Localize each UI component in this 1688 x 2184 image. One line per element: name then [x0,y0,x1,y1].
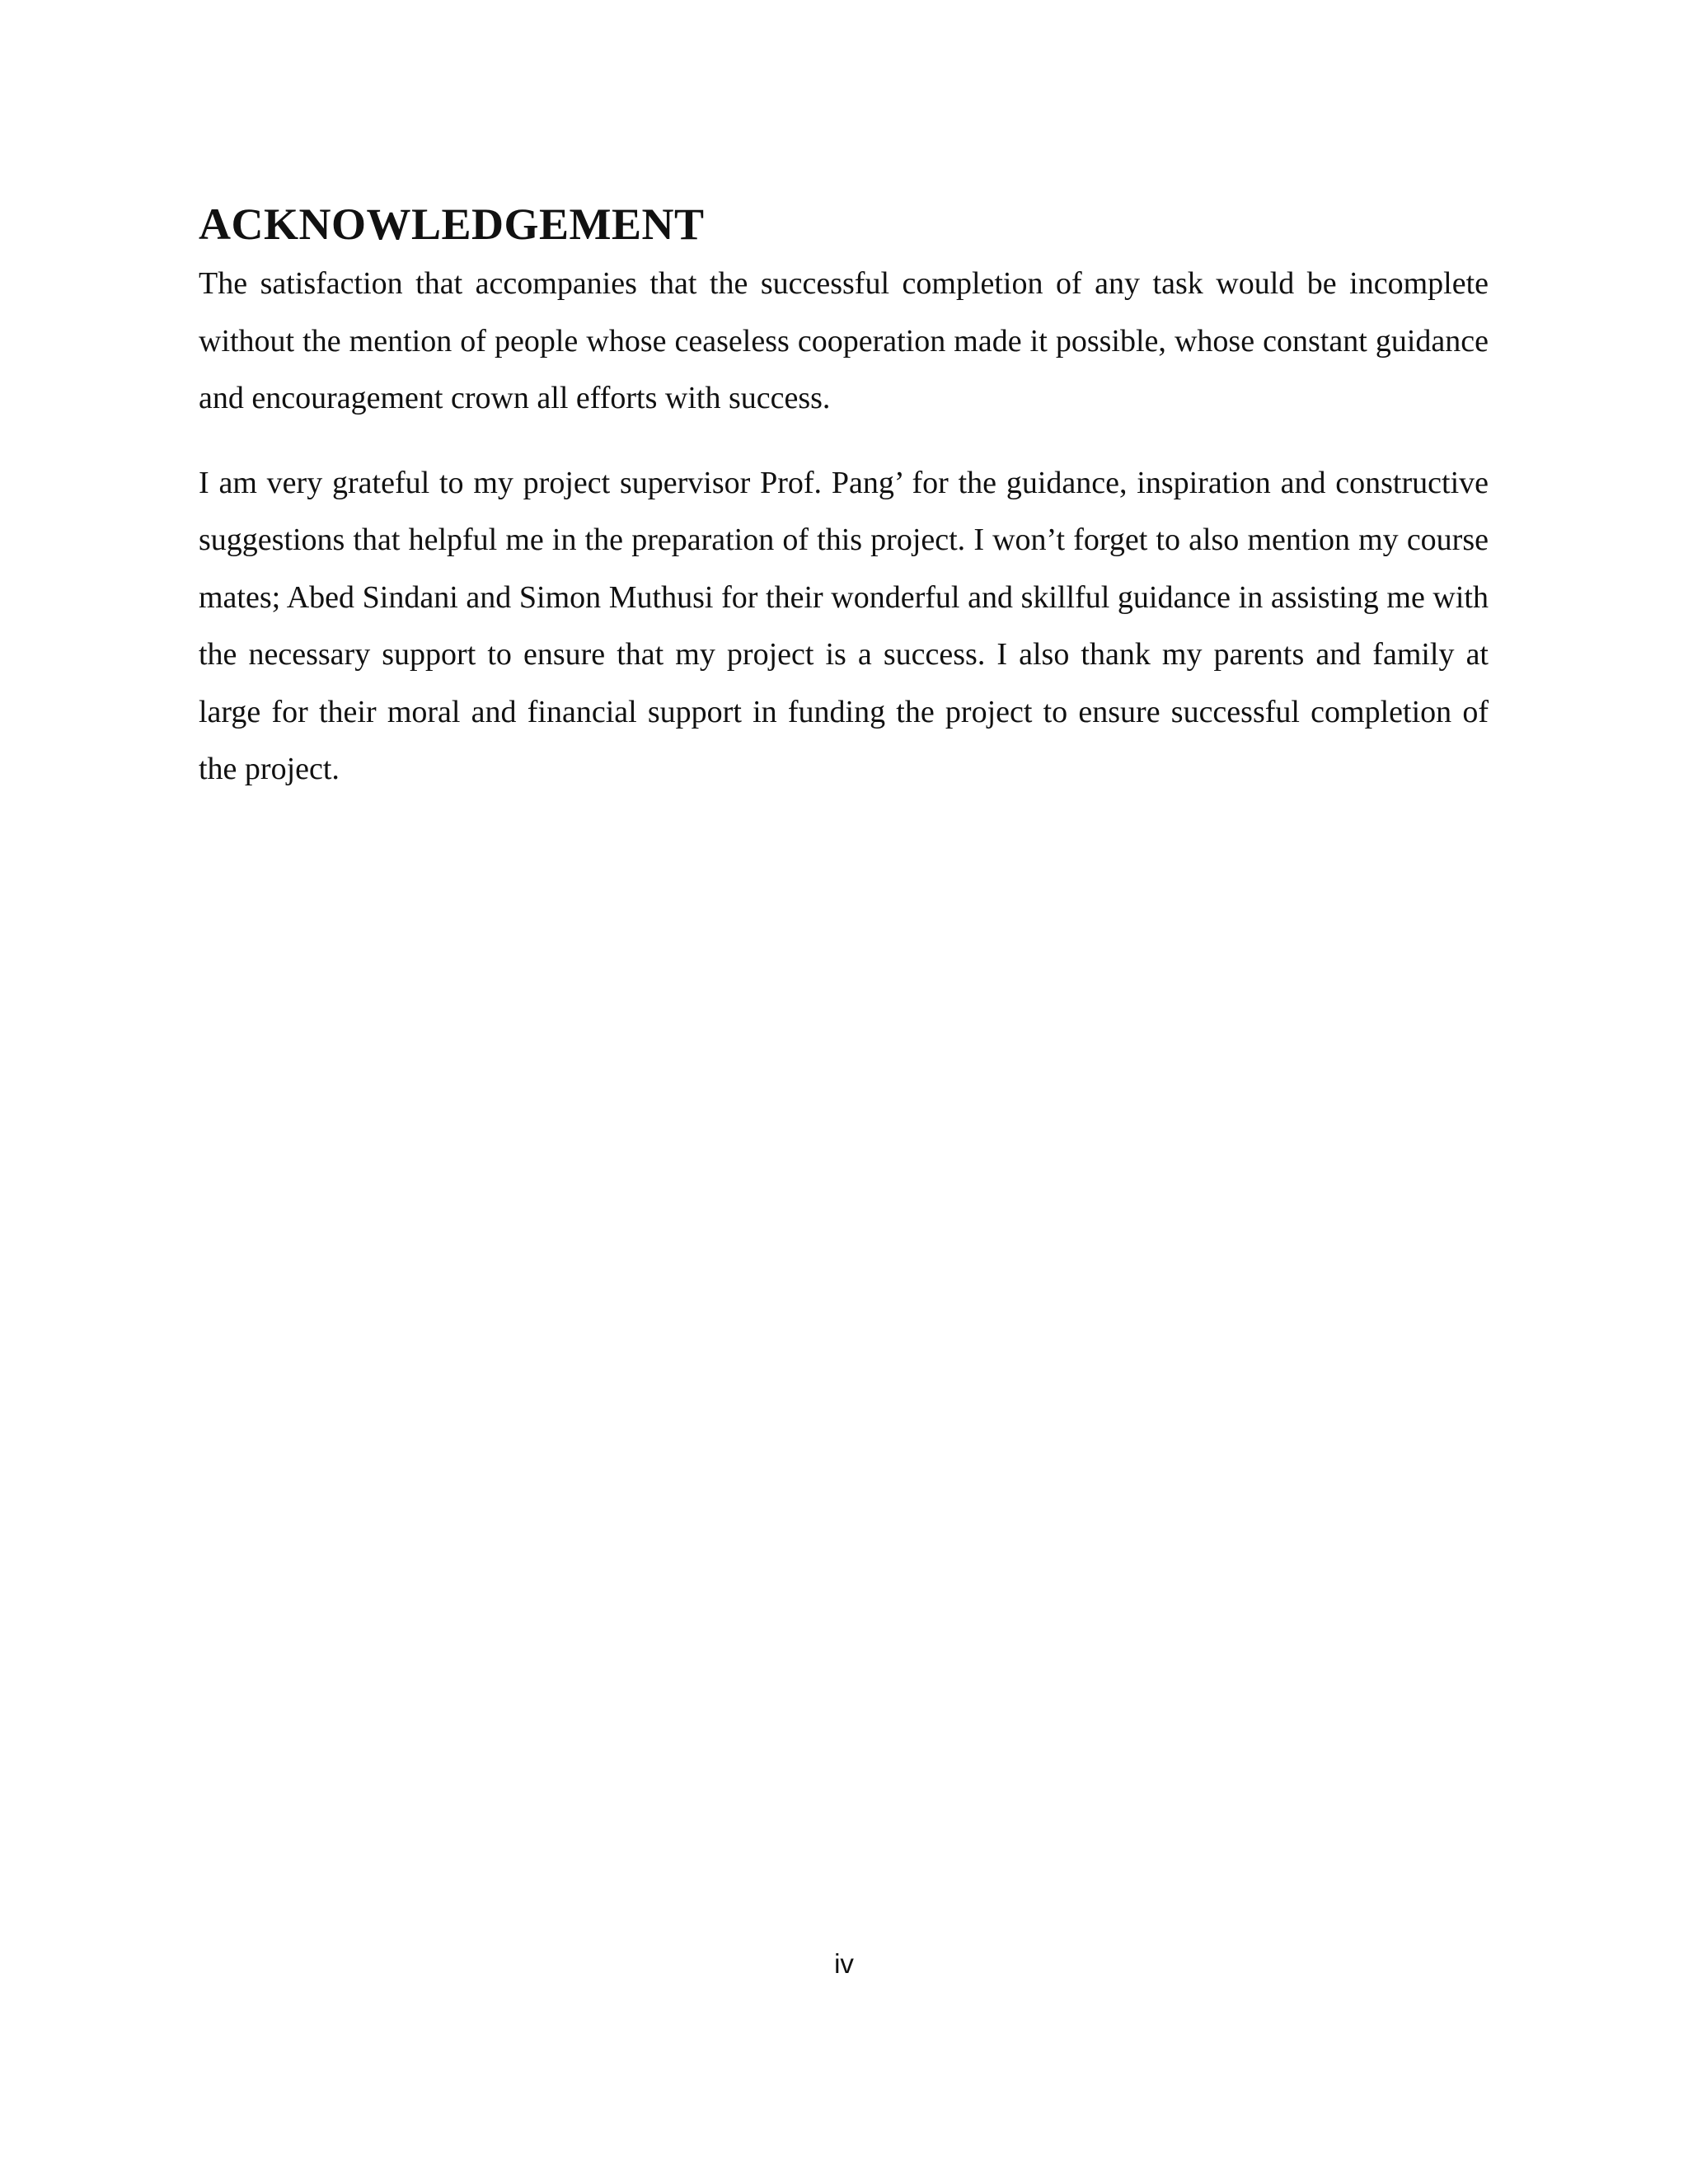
paragraph-1: The satisfaction that accompanies that the successful completion of any task would be incomplete without the mention of people whose ceaseless cooperation made it possible, whose constant guidance and encouragement crown all efforts with success. [199,266,1489,415]
page-number: iv [834,1948,854,1979]
paragraph-2: I am very grateful to my project supervisor Prof. Pang’ for the guidance, inspiration and constructive suggestions that helpful me in the preparation of this project. I won’t forget to also mention my course mates; Abed Sindani and Simon Muthusi for their wonderful and skillful guidance in assisting me with the necessary support to ensure that my project is a success. I also thank my parents and family at large for their moral and financial support in funding the project to ensure successful completion of the project. [199,465,1489,786]
page-heading: ACKNOWLEDGEMENT [199,199,705,249]
document-body [199,195,1489,799]
